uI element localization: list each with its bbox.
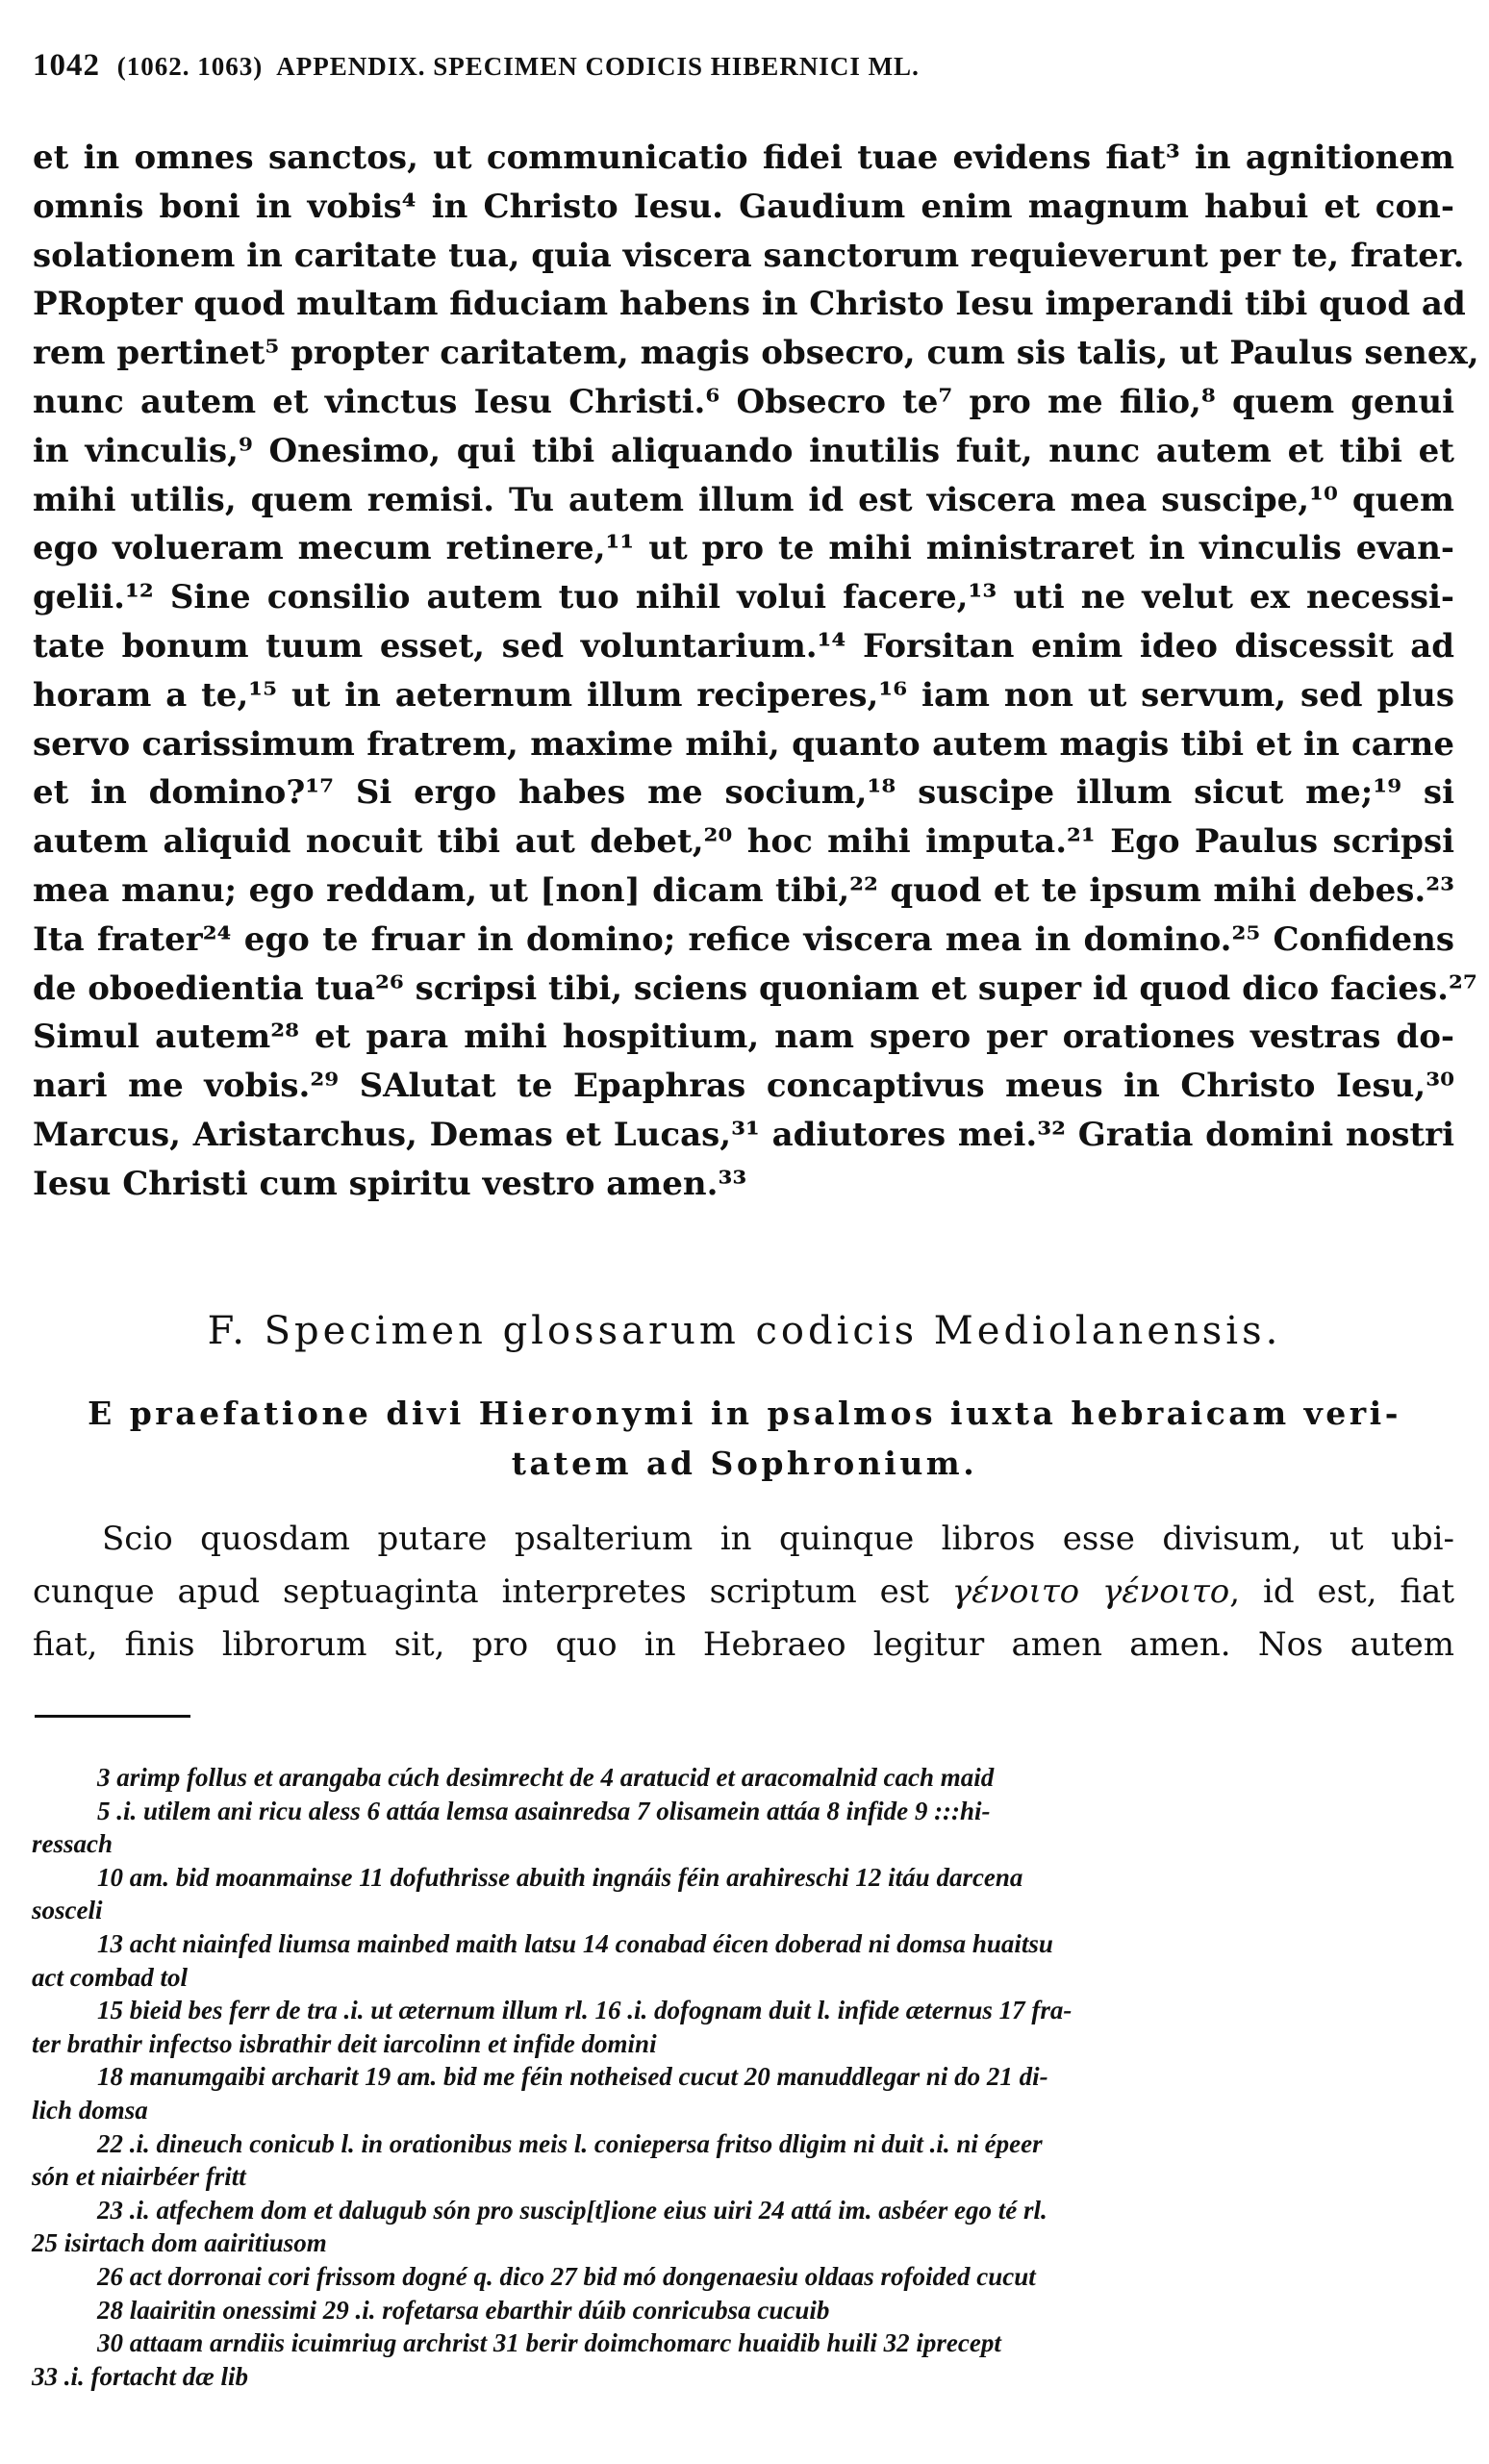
- footnote-line: 30 attaam arndiis icuimriug archrist 31 berir doimchomarc huaidib huili 32 iprecept: [97, 2328, 1001, 2358]
- text-line: Iesu Christi cum spiritu vestro amen.³³: [33, 1164, 747, 1203]
- footnote-line: sosceli: [32, 1896, 103, 1925]
- paragraph-line: [33, 1566, 1454, 1619]
- running-title: APPENDIX. SPECIMEN CODICIS HIBERNICI ML.: [276, 52, 920, 81]
- text-line: Marcus, Aristarchus, Demas et Lucas,³¹ adiutores mei.³² Gratia domini nostri: [33, 1115, 1454, 1154]
- footnote-line: ressach: [32, 1829, 114, 1859]
- footnote-line: 26 act dorronai cori frissom dogné q. dico 27 bid mó dongenaesiu oldaas rofoided cucut: [97, 2261, 1036, 2291]
- text-line: mihi utilis, quem remisi. Tu autem illum id est viscera mea suscipe,¹⁰ quem: [33, 480, 1454, 519]
- footnote-rule: [35, 1715, 190, 1718]
- text-line: horam a te,¹⁵ ut in aeternum illum reciperes,¹⁶ iam non ut servum, sed plus: [33, 675, 1454, 715]
- text-line: et in omnes sanctos, ut communicatio fidei tuae evidens fiat³ in agnitionem: [33, 138, 1454, 177]
- section-heading: F. Specimen glossarum codicis Mediolanensis.: [207, 1309, 1282, 1353]
- footnote-line: 33 .i. fortacht dæ lib: [32, 2361, 249, 2391]
- footnote-line: 18 manumgaibi archarit 19 am. bid me féin notheised cucut 20 manuddlegar ni do 21 di-: [97, 2062, 1048, 2092]
- footnote-line: 13 acht niainfed liumsa mainbed maith latsu 14 conabad éicen doberad ni domsa huaitsu: [97, 1928, 1053, 1958]
- footnote-line: 3 arimp follus et arangaba cúch desimrecht de 4 aratucid et aracomalnid cach maid: [97, 1763, 995, 1792]
- column-numbers: (1062. 1063): [116, 52, 264, 81]
- text-line: nunc autem et vinctus Iesu Christi.⁶ Obsecro te⁷ pro me filio,⁸ quem genui: [33, 382, 1454, 421]
- text-line: gelii.¹² Sine consilio autem tuo nihil volui facere,¹³ uti ne velut ex necessi-: [33, 578, 1454, 617]
- footnote-line: 22 .i. dineuch conicub l. in orationibus meis l. coniepersa fritso dligim ni duit .i. ni épeer: [97, 2128, 1043, 2158]
- text-line: PRopter quod multam fiduciam habens in Christo Iesu imperandi tibi quod ad: [33, 285, 1466, 324]
- footnote-line: lich domsa: [32, 2095, 148, 2125]
- text-line: servo carissimum fratrem, maxime mihi, quanto autem magis tibi et in carne: [33, 724, 1454, 764]
- paragraph-line: fiat, finis librorum sit, pro quo in Hebraeo legitur amen amen. Nos autem: [33, 1625, 1454, 1664]
- footnote-line: 15 bieid bes ferr de tra .i. ut æternum illum rl. 16 .i. dofognam duit l. infide æternus 17 fra-: [97, 1996, 1073, 2025]
- footnote-line: 28 laairitin onessimi 29 .i. rofetarsa ebarthir dúib conricubsa cucuib: [97, 2295, 830, 2325]
- text-line: Ita frater²⁴ ego te fruar in domino; refice viscera mea in domino.²⁵ Confidens: [33, 919, 1454, 959]
- text-line: Simul autem²⁸ et para mihi hospitium, nam spero per orationes vestras do-: [33, 1018, 1454, 1057]
- text-line: rem pertinet⁵ propter caritatem, magis obsecro, cum sis talis, ut Paulus senex,: [33, 334, 1479, 373]
- footnote-line: 5 .i. utilem ani ricu aless 6 attáa lemsa asainredsa 7 olisamein attáa 8 infide 9 :::hi-: [97, 1796, 991, 1825]
- footnote-line: 25 isirtach dom aairitiusom: [32, 2228, 327, 2258]
- text-line: omnis boni in vobis⁴ in Christo Iesu. Gaudium enim magnum habui et con-: [33, 187, 1454, 226]
- text-line: nari me vobis.²⁹ SAlutat te Epaphras concaptivus meus in Christo Iesu,³⁰: [33, 1067, 1454, 1106]
- footnote-line: 10 am. bid moanmainse 11 dofuthrisse abuith ingnáis féin arahireschi 12 itáu darcena: [97, 1862, 1023, 1892]
- text-line: et in domino?¹⁷ Si ergo habes me socium,¹⁸ suscipe illum sicut me;¹⁹ si: [33, 773, 1454, 813]
- footnote-line: ter brathir infectso isbrathir deit iarcolinn et infide domini: [32, 2028, 657, 2058]
- text-line: autem aliquid nocuit tibi aut debet,²⁰ hoc mihi imputa.²¹ Ego Paulus scripsi: [33, 822, 1454, 862]
- text-line: tate bonum tuum esset, sed voluntarium.¹⁴ Forsitan enim ideo discessit ad: [33, 626, 1454, 666]
- section-subheading: [58, 1389, 1431, 1489]
- running-header: [33, 48, 1456, 84]
- footnotes: [32, 1761, 1455, 2393]
- text-span: , id est, fiat: [1229, 1572, 1454, 1611]
- page-number: 1042: [33, 48, 100, 83]
- paragraph-line: Scio quosdam putare psalterium in quinque libros esse divisum, ut ubi-: [102, 1520, 1454, 1558]
- text-line: de oboedientia tua²⁶ scripsi tibi, sciens quoniam et super id quod dico facies.²⁷: [33, 968, 1477, 1008]
- subheading-line: E praefatione divi Hieronymi in psalmos iuxta hebraicam veri-: [88, 1395, 1401, 1432]
- footnote-line: són et niairbéer fritt: [32, 2162, 246, 2192]
- footnote-line: act combad tol: [32, 1962, 188, 1992]
- text-line: mea manu; ego reddam, ut [non] dicam tibi,²² quod et te ipsum mihi debes.²³: [33, 870, 1454, 910]
- footnote-line: 23 .i. atfechem dom et dalugub són pro suscip[t]ione eius uiri 24 attá im. asbéer ego té rl.: [97, 2195, 1047, 2225]
- subheading-line: tatem ad Sophronium.: [511, 1445, 978, 1482]
- text-line: in vinculis,⁹ Onesimo, qui tibi aliquando inutilis fuit, nunc autem et tibi et: [33, 431, 1454, 470]
- epistle-text: [33, 134, 1479, 1209]
- text-line: ego volueram mecum retinere,¹¹ ut pro te mihi ministraret in vinculis evan-: [33, 529, 1454, 568]
- text-span: cunque apud septuaginta interpretes scriptum est: [33, 1572, 952, 1611]
- preface-paragraph: [33, 1513, 1454, 1672]
- greek-text: γένοιτο γένοιτο: [951, 1572, 1230, 1611]
- text-line: solationem in caritate tua, quia viscera sanctorum requieverunt per te, frater.: [33, 236, 1465, 275]
